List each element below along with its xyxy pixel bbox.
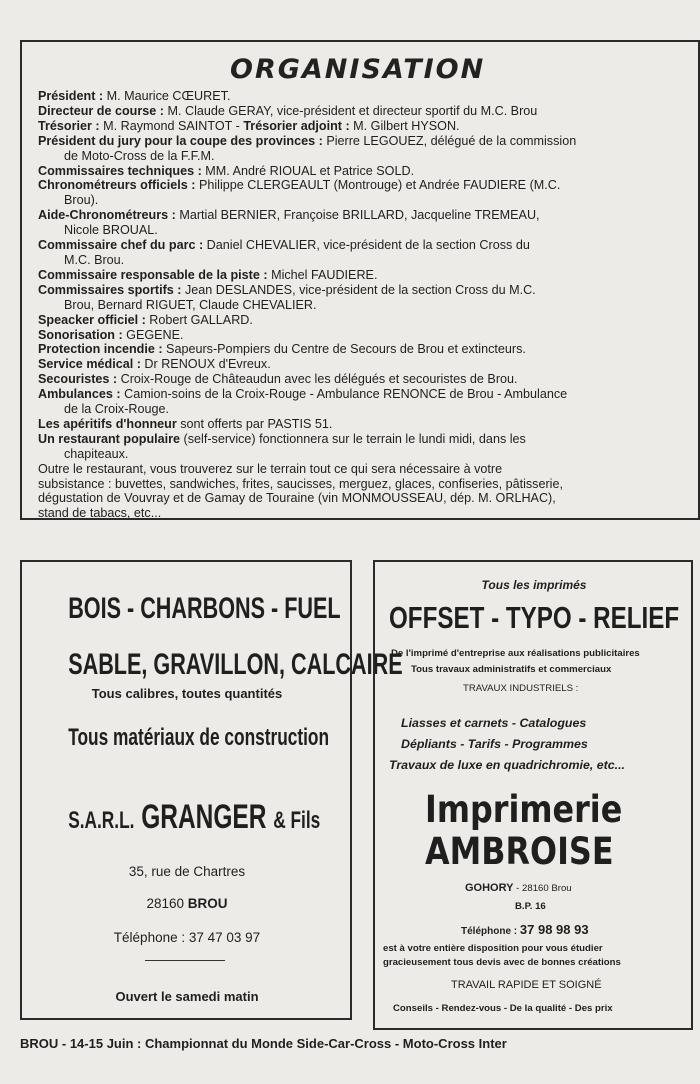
organisation-line-label: Commissaire responsable de la piste : [38, 267, 268, 282]
organisation-line-label: Commissaires sportifs : [38, 282, 182, 297]
organisation-line-label: Commissaire chef du parc : [38, 238, 204, 253]
organisation-line-text: sont offerts par PASTIS 51. [176, 416, 333, 431]
organisation-line-label: Speacker officiel : [38, 312, 146, 327]
organisation-line-label: Sonorisation : [38, 327, 123, 342]
organisation-line [38, 357, 678, 372]
organisation-line-text: M. Maurice CŒURET. [103, 89, 231, 103]
printer-offer-1: est à votre entière disposition pour vous étudier [383, 943, 603, 954]
printer-items-1: Liasses et carnets - Catalogues [401, 716, 587, 730]
organisation-line-text: Camion-soins de la Croix-Rouge - Ambulance RENONCE de Brou - Ambulance [120, 387, 568, 402]
granger-advert [20, 560, 403, 1020]
organisation-line-text: M. Raymond SAINTOT - [99, 118, 244, 133]
organisation-line [38, 193, 678, 208]
organisation-line-text: Croix-Rouge de Châteaudun avec les délégués et secouristes de Brou. [117, 372, 518, 387]
printer-tagline-bottom: Conseils - Rendez-vous - De la qualité - Des prix [393, 1003, 613, 1014]
printer-items-3: Travaux de luxe en quadrichromie, etc... [389, 758, 625, 772]
organisation-list [38, 89, 678, 521]
printer-heading: OFFSET - TYPO - RELIEF [389, 600, 680, 635]
printer-location-name: GOHORY [465, 882, 514, 894]
organisation-line-label: Un restaurant populaire [38, 431, 181, 446]
printer-fast-work: TRAVAIL RAPIDE ET SOIGNÉ [451, 979, 602, 991]
organisation-line [38, 432, 678, 447]
organisation-line-text: Dr RENOUX d'Evreux. [140, 357, 271, 372]
divider-rule [145, 960, 225, 961]
organisation-line-text: Robert GALLARD. [145, 312, 253, 327]
printer-phone-label: Téléphone : [461, 926, 518, 937]
ambroise-advert [373, 560, 693, 1030]
organisation-line-text: M. Gilbert HYSON. [349, 118, 460, 133]
printer-name-line-1: Imprimerie [425, 788, 623, 831]
organisation-line [38, 491, 678, 506]
organisation-line [38, 298, 678, 313]
organisation-line [38, 342, 678, 357]
company-phone [22, 930, 352, 945]
phone-label: Téléphone : [113, 930, 186, 945]
company-suffix: & Fils [273, 807, 321, 834]
company-postcode: 28160 [146, 896, 185, 911]
printer-location-rest: - 28160 Brou [513, 883, 572, 894]
printer-line-3: TRAVAUX INDUSTRIELS : [463, 683, 579, 694]
organisation-line [38, 313, 678, 328]
printer-bp: B.P. 16 [515, 901, 546, 912]
organisation-line-label: Aide-Chronométreurs : [38, 208, 176, 223]
organisation-line-label: Président : [38, 89, 104, 103]
organisation-title: ORGANISATION [230, 54, 486, 85]
organisation-line-text: dégustation de Vouvray et de Gamay de Touraine (vin MONMOUSSEAU, dép. M. ORLHAC), [38, 491, 556, 506]
organisation-line [38, 149, 678, 164]
company-city [22, 896, 352, 911]
organisation-line [38, 119, 678, 134]
advert-subtitle: Tous calibres, toutes quantités [91, 686, 283, 701]
printer-phone [461, 922, 589, 937]
organisation-line-label: Protection incendie : [38, 342, 163, 357]
phone-number: 37 47 03 97 [188, 930, 261, 945]
printer-location [465, 878, 572, 896]
organisation-line-label: Commissaires techniques : [38, 163, 202, 178]
organisation-line-label: Ambulances : [38, 387, 121, 402]
organisation-line-label: Trésorier : [38, 118, 100, 133]
organisation-line-text: chapiteaux. [64, 446, 129, 461]
organisation-line-text: Daniel CHEVALIER, vice-président de la section Cross du [203, 238, 530, 253]
printer-line-1: De l'imprimé d'entreprise aux réalisations publicitaires [391, 648, 640, 659]
printer-items-2: Dépliants - Tarifs - Programmes [401, 737, 588, 751]
organisation-line-label: Secouristes : [38, 372, 118, 387]
company-name [68, 798, 321, 837]
organisation-line [38, 462, 678, 477]
organisation-line [38, 328, 678, 343]
printer-phone-number: 37 98 98 93 [519, 922, 589, 937]
organisation-line-text: Sapeurs-Pompiers du Centre de Secours de Brou et extincteurs. [162, 342, 526, 357]
footer-event: BROU - 14-15 Juin : Championnat du Monde Side-Car-Cross - Moto-Cross Inter [20, 1036, 507, 1051]
organisation-line-text: Jean DESLANDES, vice-président de la section Cross du M.C. [181, 282, 536, 297]
printer-offer-2: gracieusement tous devis avec de bonnes créations [383, 957, 621, 968]
organisation-line-text: Martial BERNIER, Françoise BRILLARD, Jacqueline TREMEAU, [175, 208, 540, 223]
opening-hours: Ouvert le samedi matin [115, 989, 259, 1004]
organisation-line [38, 447, 678, 462]
organisation-line-text: subsistance : buvettes, sandwiches, frites, saucisses, merguez, glaces, confiseries, pâtisserie, [38, 476, 563, 491]
organisation-line-text: M.C. Brou. [64, 252, 125, 267]
organisation-line [38, 223, 678, 238]
company-prefix: S.A.R.L. [68, 807, 135, 834]
company-city-name: BROU [187, 896, 228, 911]
printer-line-2: Tous travaux administratifs et commerciaux [411, 664, 612, 675]
organisation-line [38, 417, 678, 432]
printer-name-line-2: AMBROISE [425, 830, 614, 873]
organisation-line [38, 387, 678, 402]
organisation-line [38, 104, 678, 119]
organisation-line [38, 253, 678, 268]
organisation-line-label: Les apéritifs d'honneur [38, 416, 177, 431]
organisation-line [38, 89, 678, 104]
advert-heading-sable: SABLE, GRAVILLON, CALCAIRE [68, 648, 403, 681]
advert-heading-fuel: BOIS - CHARBONS - FUEL [68, 592, 341, 625]
organisation-line-text: de Moto-Cross de la F.F.M. [64, 148, 215, 163]
organisation-line [38, 238, 678, 253]
company-address: 35, rue de Chartres [128, 864, 246, 879]
organisation-line-text: (self-service) fonctionnera sur le terrain le lundi midi, dans les [180, 431, 526, 446]
organisation-line [38, 178, 678, 193]
organisation-line-label: Chronométreurs officiels : [38, 178, 196, 193]
organisation-line-text: Michel FAUDIERE. [267, 267, 378, 282]
organisation-line [38, 372, 678, 387]
organisation-line-text: Nicole BROUAL. [64, 223, 158, 238]
organisation-line-label: Service médical : [38, 357, 141, 372]
advert-materials: Tous matériaux de construction [68, 724, 330, 751]
organisation-box [20, 40, 700, 520]
organisation-line [38, 506, 678, 521]
organisation-line-text: Brou). [64, 193, 99, 208]
organisation-line-text: Philippe CLERGEAULT (Montrouge) et Andrée FAUDIERE (M.C. [195, 178, 561, 193]
organisation-line [38, 268, 678, 283]
organisation-line [38, 402, 678, 417]
organisation-line [38, 134, 678, 149]
organisation-line-text: de la Croix-Rouge. [64, 402, 169, 417]
organisation-line-text: Pierre LEGOUEZ, délégué de la commission [322, 133, 577, 148]
organisation-line [38, 283, 678, 298]
organisation-line-text: Brou, Bernard RIGUET, Claude CHEVALIER. [64, 297, 317, 312]
organisation-line-text: MM. André RIOUAL et Patrice SOLD. [201, 163, 415, 178]
organisation-line-text: M. Claude GERAY, vice-président et directeur sportif du M.C. Brou [163, 103, 538, 118]
organisation-line-text: GEGENE. [122, 327, 184, 342]
organisation-line-label: Directeur de course : [38, 103, 164, 118]
organisation-line-label: Trésorier adjoint : [243, 118, 350, 133]
company-main-name: GRANGER [141, 798, 267, 836]
organisation-line [38, 477, 678, 492]
organisation-line-label: Président du jury pour la coupe des provinces : [38, 133, 323, 148]
organisation-line-text: stand de tabacs, etc... [38, 506, 162, 521]
organisation-line-text: Outre le restaurant, vous trouverez sur le terrain tout ce qui sera nécessaire à votre [38, 461, 503, 476]
organisation-line [38, 164, 678, 179]
organisation-line [38, 208, 678, 223]
printer-tagline-top: Tous les imprimés [481, 578, 587, 592]
